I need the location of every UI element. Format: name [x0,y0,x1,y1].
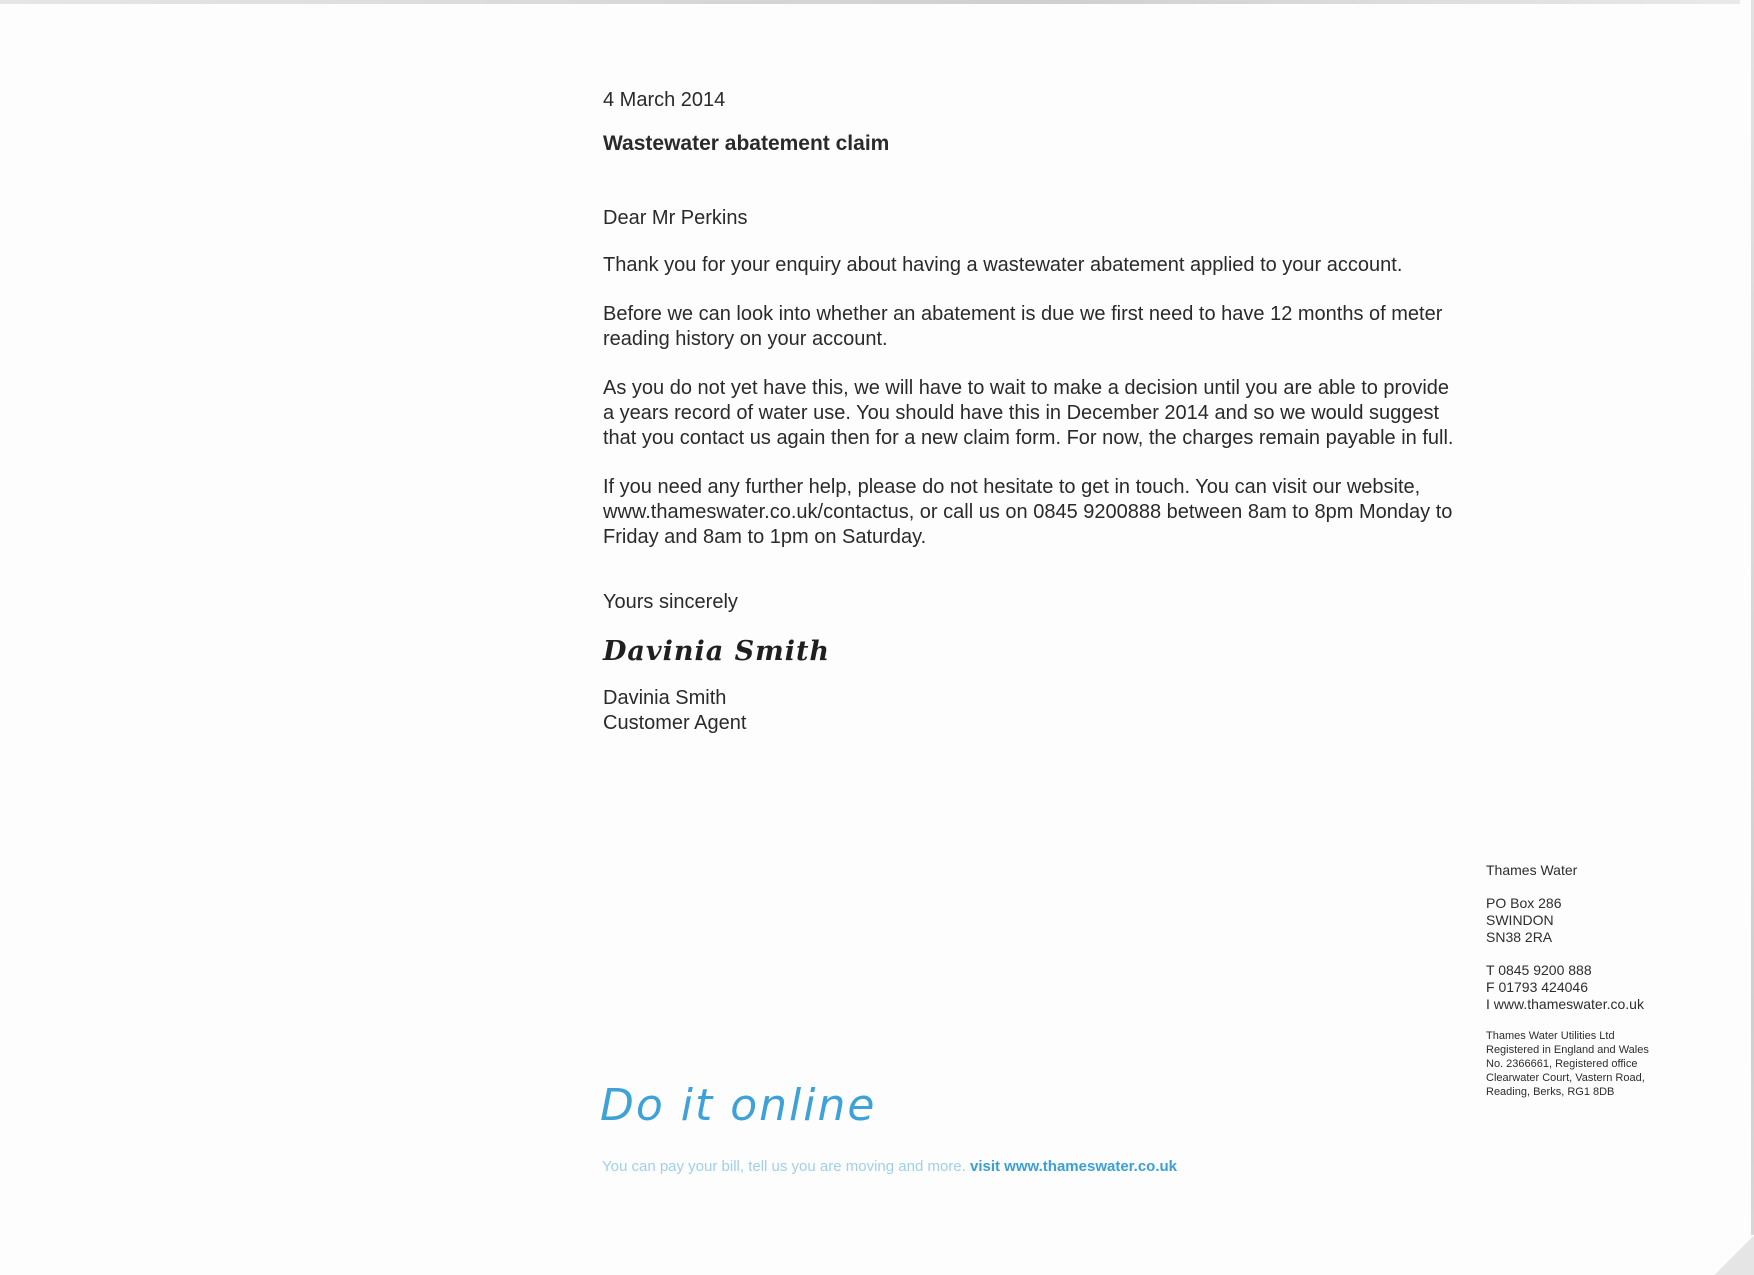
scan-edge-top [0,0,1740,4]
contact-phone: T 0845 9200 888 [1486,962,1592,978]
page-corner-fold [1714,1235,1754,1275]
footer-slogan: Do it online [600,1080,877,1131]
letter-subject: Wastewater abatement claim [603,132,890,155]
signer-name: Davinia Smith [603,687,727,709]
company-address [1486,895,1686,946]
letter-paragraph: As you do not yet have this, we will have to wait to make a decision until you are able to provide a years record of water use. You should have this in December 2014 and so we would suggest that you contact us again then for a new claim form. For now, the charges remain payable in full. [603,377,1454,449]
legal-line: Thames Water Utilities Ltd [1486,1030,1615,1042]
company-name: Thames Water [1486,862,1578,878]
handwritten-signature: Davinia Smith [603,636,831,667]
footer-tagline-text: You can pay your bill, tell us you are moving and more. [602,1158,966,1175]
company-details [1486,862,1686,1099]
footer-tagline [602,1158,1177,1175]
company-legal [1486,1029,1686,1099]
footer-website-link[interactable]: visit www.thameswater.co.uk [970,1158,1178,1175]
letter-greeting: Dear Mr Perkins [603,207,748,229]
letter-closing: Yours sincerely [603,591,738,613]
legal-line: Reading, Berks, RG1 8DB [1486,1086,1615,1098]
address-line: PO Box 286 [1486,895,1562,911]
contact-fax: F 01793 424046 [1486,979,1588,995]
letter-paragraph: Before we can look into whether an abatement is due we first need to have 12 months of meter reading history on your account. [603,303,1443,350]
legal-line: Clearwater Court, Vastern Road, [1486,1072,1645,1084]
company-contact [1486,962,1686,1013]
legal-line: Registered in England and Wales [1486,1044,1649,1056]
letter-body [603,88,1463,736]
letter-paragraph: Thank you for your enquiry about having a wastewater abatement applied to your account. [603,254,1403,276]
address-line: SN38 2RA [1486,929,1553,945]
letter-date: 4 March 2014 [603,89,726,111]
legal-line: No. 2366661, Registered office [1486,1058,1638,1070]
address-line: SWINDON [1486,912,1554,928]
letter-paragraph: If you need any further help, please do not hesitate to get in touch. You can visit our website, www.thameswater.co.uk/contactus, or call us on 0845 9200888 between 8am to 8pm Monday to Friday and 8am to 1pm on Saturday. [603,476,1453,548]
contact-web: I www.thameswater.co.uk [1486,996,1644,1012]
signer-title: Customer Agent [603,712,747,734]
